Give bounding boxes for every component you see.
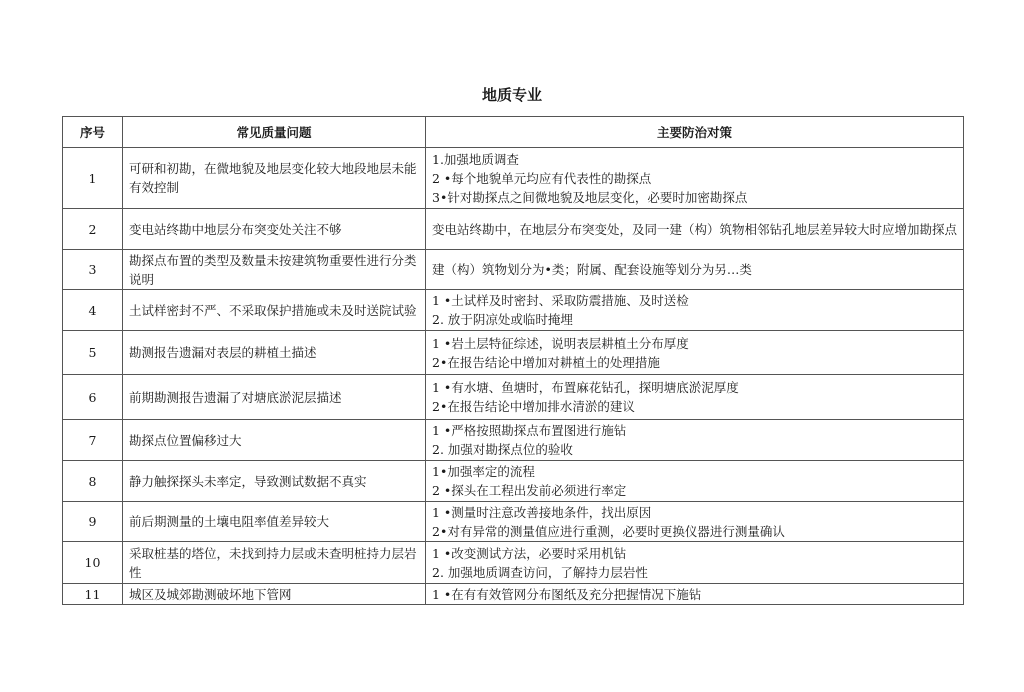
row-issue: 城区及城郊勘测破坏地下管网 [123, 584, 426, 605]
row-number: 11 [63, 584, 123, 605]
row-issue: 勘探点位置偏移过大 [123, 420, 426, 461]
measure-line: 2. 放于阴凉处或临时掩埋 [432, 312, 573, 327]
measure-line: 1 •土试样及时密封、采取防震措施、及时送检 [432, 293, 689, 308]
row-number: 6 [63, 375, 123, 420]
measure-line: 建（构）筑物划分为•类；附属、配套设施等划分为另…类 [432, 262, 752, 277]
measure-line: 2. 加强对勘探点位的验收 [432, 442, 573, 457]
measure-line: 1.加强地质调查 [432, 151, 519, 167]
row-number: 2 [63, 209, 123, 250]
row-issue: 变电站终勘中地层分布突变处关注不够 [123, 209, 426, 250]
row-measures [426, 290, 964, 331]
table-row [63, 250, 964, 290]
table-row [63, 542, 964, 584]
row-measures [426, 461, 964, 502]
row-measures [426, 542, 964, 584]
row-number: 3 [63, 250, 123, 290]
measure-line: 变电站终勘中，在地层分布突变处，及同一建（构）筑物相邻钻孔地层差异较大时应增加勘探点 [432, 221, 958, 237]
table-row [63, 290, 964, 331]
row-issue: 勘探点布置的类型及数量未按建筑物重要性进行分类说明 [123, 250, 426, 290]
row-measures [426, 209, 964, 250]
measure-line: 1 •岩土层特征综述，说明表层耕植土分布厚度 [432, 335, 689, 351]
header-no: 序号 [63, 117, 123, 148]
header-issue: 常见质量问题 [123, 117, 426, 148]
measure-line: 3•针对勘探点之间微地貌及地层变化，必要时加密勘探点 [432, 189, 748, 205]
measure-line: 2•对有异常的测量值应进行重测，必要时更换仪器进行测量确认 [432, 523, 785, 539]
row-issue: 可研和初勘，在微地貌及地层变化较大地段地层未能有效控制 [123, 148, 426, 209]
row-number: 8 [63, 461, 123, 502]
table-row [63, 502, 964, 542]
row-issue: 勘测报告遗漏对表层的耕植土描述 [123, 331, 426, 375]
row-number: 9 [63, 502, 123, 542]
table-row [63, 420, 964, 461]
row-measures [426, 502, 964, 542]
measure-line: 2 •探头在工程出发前必须进行率定 [432, 483, 627, 498]
measure-line: 2. 加强地质调查访问，了解持力层岩性 [432, 564, 648, 580]
measure-line: 2•在报告结论中增加对耕植土的处理措施 [432, 354, 660, 370]
row-issue: 前后期测量的土壤电阻率值差异较大 [123, 502, 426, 542]
table-row [63, 375, 964, 420]
measure-line: 1•加强率定的流程 [432, 464, 535, 479]
row-number: 7 [63, 420, 123, 461]
table-row [63, 331, 964, 375]
row-issue: 土试样密封不严、不采取保护措施或未及时送院试验 [123, 290, 426, 331]
measure-line: 2 •每个地貌单元均应有代表性的勘探点 [432, 170, 652, 186]
measure-line: 1 •改变测试方法，必要时采用机钻 [432, 545, 627, 561]
table-row [63, 148, 964, 209]
measure-line: 1 •严格按照勘探点布置图进行施钻 [432, 423, 627, 438]
measure-line: 1 •测量时注意改善接地条件，找出原因 [432, 504, 652, 520]
measure-line: 1 •有水塘、鱼塘时，布置麻花钻孔，探明塘底淤泥厚度 [432, 380, 739, 395]
header-measure: 主要防治对策 [426, 117, 964, 148]
row-measures [426, 420, 964, 461]
table-row [63, 584, 964, 605]
measure-line: 2•在报告结论中增加排水清淤的建议 [432, 399, 635, 414]
measure-line: 1 •在有有效管网分布图纸及充分把握情况下施钻 [432, 586, 702, 602]
row-issue: 静力触探探头未率定，导致测试数据不真实 [123, 461, 426, 502]
row-issue: 采取桩基的塔位，未找到持力层或未查明桩持力层岩性 [123, 542, 426, 584]
row-measures [426, 331, 964, 375]
table-row [63, 461, 964, 502]
row-number: 5 [63, 331, 123, 375]
table-row [63, 209, 964, 250]
row-number: 10 [63, 542, 123, 584]
row-number: 4 [63, 290, 123, 331]
row-measures [426, 148, 964, 209]
row-measures [426, 584, 964, 605]
row-number: 1 [63, 148, 123, 209]
row-measures [426, 375, 964, 420]
row-issue: 前期勘测报告遗漏了对塘底淤泥层描述 [123, 375, 426, 420]
row-measures [426, 250, 964, 290]
page-title: 地质专业 [481, 86, 542, 104]
quality-issues-table [62, 116, 964, 605]
table-header-row [63, 117, 964, 148]
